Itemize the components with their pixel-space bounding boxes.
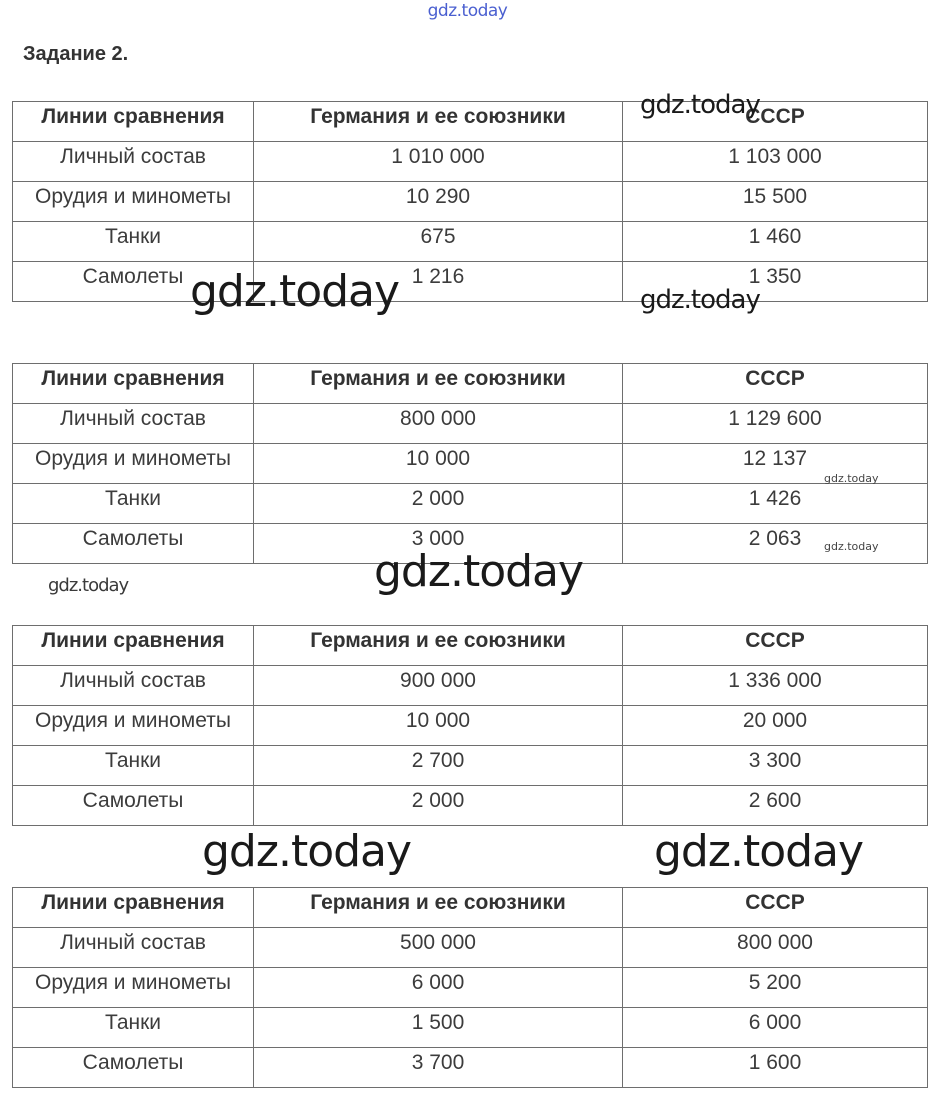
table-cell: Личный состав <box>13 142 254 182</box>
header-cell: Германия и ее союзники <box>254 102 623 142</box>
table-row <box>13 706 928 746</box>
header-cell: СССР <box>623 888 928 928</box>
header-cell: Германия и ее союзники <box>254 888 623 928</box>
watermark: gdz.today <box>640 90 760 120</box>
table-cell: 2 063 <box>623 524 928 564</box>
header-cell: СССР <box>623 364 928 404</box>
table-cell: 1 216 <box>254 262 623 302</box>
table-cell: 1 500 <box>254 1008 623 1048</box>
table-row <box>13 444 928 484</box>
table-cell: Танки <box>13 1008 254 1048</box>
table-cell: 10 000 <box>254 444 623 484</box>
table-cell: 10 000 <box>254 706 623 746</box>
table-cell: 1 350 <box>623 262 928 302</box>
watermark: gdz.today <box>190 266 400 317</box>
table-cell: 10 290 <box>254 182 623 222</box>
table-header-row <box>13 626 928 666</box>
table-row <box>13 182 928 222</box>
header-cell: Германия и ее союзники <box>254 626 623 666</box>
table-cell: 3 700 <box>254 1048 623 1088</box>
table-row <box>13 222 928 262</box>
table-cell: 2 000 <box>254 484 623 524</box>
table-row <box>13 928 928 968</box>
table-cell: Танки <box>13 746 254 786</box>
header-cell: Линии сравнения <box>13 888 254 928</box>
table-row <box>13 968 928 1008</box>
table-row <box>13 666 928 706</box>
table-cell: 1 129 600 <box>623 404 928 444</box>
table-cell: 6 000 <box>254 968 623 1008</box>
comparison-table-1 <box>12 101 928 302</box>
table-cell: 1 426 <box>623 484 928 524</box>
table-cell: 2 700 <box>254 746 623 786</box>
table-cell: Личный состав <box>13 928 254 968</box>
table-cell: 675 <box>254 222 623 262</box>
table-header-row <box>13 102 928 142</box>
table-header-row <box>13 364 928 404</box>
table-cell: Личный состав <box>13 666 254 706</box>
header-cell: Германия и ее союзники <box>254 364 623 404</box>
table-cell: Личный состав <box>13 404 254 444</box>
table-cell: 3 000 <box>254 524 623 564</box>
table-row <box>13 1048 928 1088</box>
table-cell: 15 500 <box>623 182 928 222</box>
comparison-table-2 <box>12 363 928 564</box>
table-row <box>13 484 928 524</box>
watermark: gdz.today <box>202 826 412 877</box>
header-cell: Линии сравнения <box>13 364 254 404</box>
table-cell: Орудия и минометы <box>13 444 254 484</box>
watermark: gdz.today <box>654 826 864 877</box>
table-row <box>13 404 928 444</box>
table-cell: 6 000 <box>623 1008 928 1048</box>
watermark: gdz.today <box>824 540 879 553</box>
table-cell: 1 460 <box>623 222 928 262</box>
table-cell: 1 010 000 <box>254 142 623 182</box>
table-cell: 3 300 <box>623 746 928 786</box>
table-row <box>13 1008 928 1048</box>
table-cell: 1 103 000 <box>623 142 928 182</box>
header-cell: Линии сравнения <box>13 102 254 142</box>
table-row <box>13 746 928 786</box>
table-cell: Самолеты <box>13 524 254 564</box>
table-cell: Орудия и минометы <box>13 706 254 746</box>
table-row <box>13 262 928 302</box>
table-cell: 12 137 <box>623 444 928 484</box>
table-cell: Самолеты <box>13 262 254 302</box>
table-cell: Орудия и минометы <box>13 968 254 1008</box>
table-cell: Танки <box>13 222 254 262</box>
table-cell: Самолеты <box>13 786 254 826</box>
table-cell: 900 000 <box>254 666 623 706</box>
table-cell: 2 000 <box>254 786 623 826</box>
watermark: gdz.today <box>640 285 760 315</box>
table-cell: Танки <box>13 484 254 524</box>
table-cell: 20 000 <box>623 706 928 746</box>
watermark: gdz.today <box>48 575 129 596</box>
table-header-row <box>13 888 928 928</box>
comparison-table-4 <box>12 887 928 1088</box>
table-cell: 5 200 <box>623 968 928 1008</box>
header-cell: СССР <box>623 102 928 142</box>
site-label: gdz.today <box>427 1 508 21</box>
table-cell: 1 600 <box>623 1048 928 1088</box>
header-cell: СССР <box>623 626 928 666</box>
watermark: gdz.today <box>824 472 879 485</box>
table-cell: 2 600 <box>623 786 928 826</box>
table-cell: Самолеты <box>13 1048 254 1088</box>
page-title: Задание 2. <box>23 43 129 65</box>
watermark: gdz.today <box>374 546 584 597</box>
table-cell: Орудия и минометы <box>13 182 254 222</box>
table-cell: 800 000 <box>254 404 623 444</box>
table-row <box>13 142 928 182</box>
table-row <box>13 786 928 826</box>
table-cell: 1 336 000 <box>623 666 928 706</box>
table-cell: 800 000 <box>623 928 928 968</box>
header-cell: Линии сравнения <box>13 626 254 666</box>
comparison-table-3 <box>12 625 928 826</box>
table-cell: 500 000 <box>254 928 623 968</box>
